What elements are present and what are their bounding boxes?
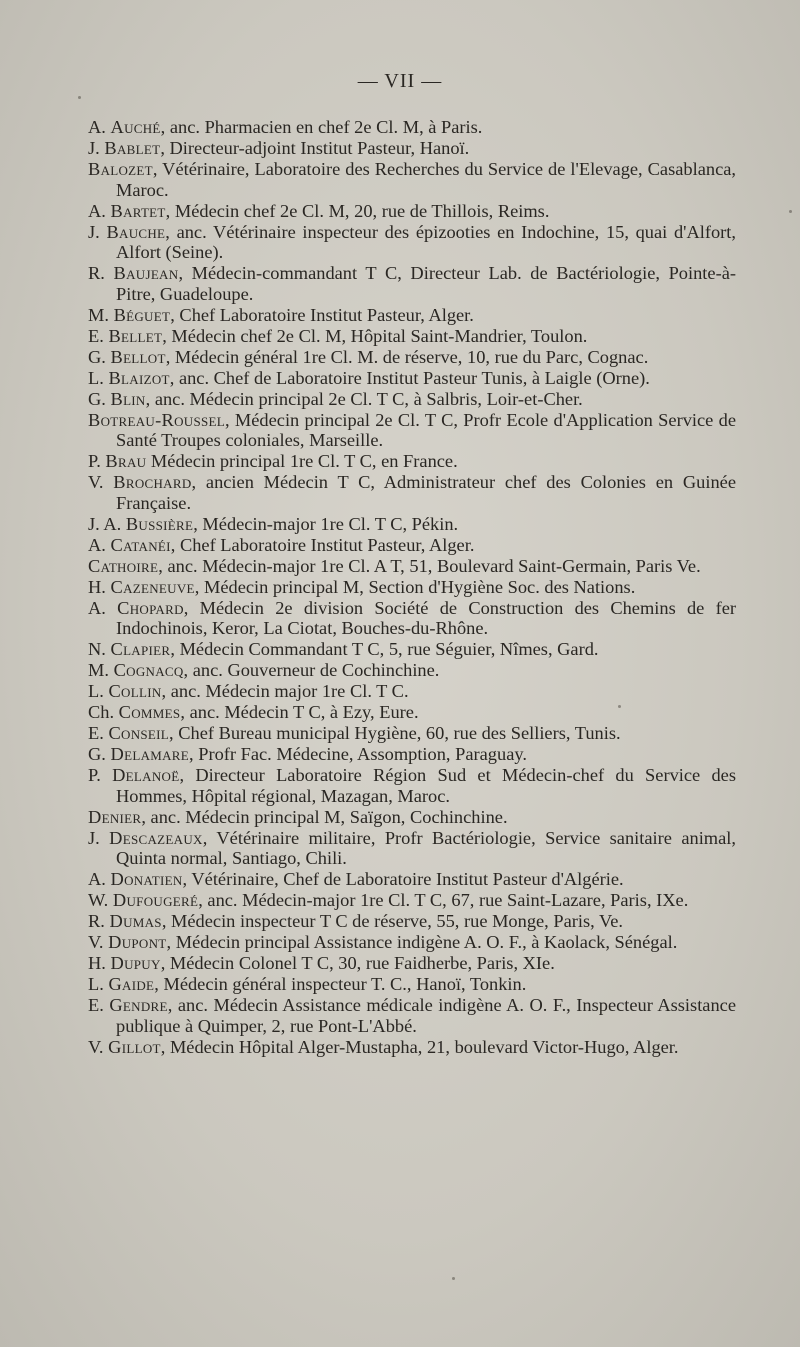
paper-speck: [789, 210, 792, 213]
paper-speck: [452, 1277, 455, 1280]
member-details: , Chef Laboratoire Institut Pasteur, Alger.: [170, 534, 475, 555]
member-details: , ancien Médecin T C, Administrateur chef des Colonies en Guinée Française.: [116, 472, 736, 513]
member-initial: V.: [88, 472, 104, 493]
member-name: Baujean: [113, 263, 179, 284]
list-item: [88, 1037, 736, 1058]
member-name: Blaizot: [108, 367, 170, 388]
list-item: [88, 201, 736, 222]
member-details: , Médecin chef 2e Cl. M, 20, rue de Thillois, Reims.: [165, 200, 550, 221]
member-name: Cathoire: [88, 555, 159, 576]
list-item: [88, 535, 736, 556]
member-name: Gendre: [109, 995, 168, 1016]
member-initial: V.: [88, 1036, 104, 1057]
member-details: , Médecin-commandant T C, Directeur Lab. de Bactériologie, Pointe-à-Pitre, Guadeloupe.: [116, 263, 736, 304]
member-name: Bauche: [106, 221, 166, 242]
member-details: , Médecin général inspecteur T. C., Hanoï, Tonkin.: [154, 974, 527, 995]
member-initial: P.: [88, 765, 101, 786]
member-initial: A.: [88, 200, 106, 221]
list-item: [88, 995, 736, 1036]
list-item: [88, 389, 736, 410]
member-name: Collin: [108, 681, 162, 702]
member-initial: J.: [88, 827, 100, 848]
member-name: Béguet: [113, 304, 171, 325]
member-initial: H.: [88, 953, 106, 974]
member-name: Cazeneuve: [110, 576, 195, 597]
member-name: Bellot: [110, 346, 166, 367]
list-item: [88, 410, 736, 451]
list-item: [88, 263, 736, 304]
list-item: [88, 159, 736, 200]
list-item: [88, 472, 736, 513]
list-item: [88, 138, 736, 159]
member-details: , anc. Médecin-major 1re Cl. A T, 51, Boulevard Saint-Germain, Paris Ve.: [158, 555, 701, 576]
list-item: [88, 932, 736, 953]
member-name: Brochard: [113, 472, 192, 493]
list-item: [88, 514, 736, 535]
member-details: , anc. Médecin principal M, Saïgon, Cochinchine.: [141, 806, 508, 827]
member-name: Denier: [88, 806, 142, 827]
member-initial: J. A.: [88, 513, 122, 534]
member-name: Cognacq: [113, 660, 184, 681]
member-initial: L.: [88, 974, 104, 995]
list-item: [88, 974, 736, 995]
member-name: Gillot: [108, 1036, 161, 1057]
list-item: [88, 660, 736, 681]
list-item: [88, 869, 736, 890]
member-initial: E.: [88, 723, 104, 744]
member-details: , Vétérinaire, Chef de Laboratoire Institut Pasteur d'Algérie.: [182, 869, 624, 890]
member-details: , Médecin général 1re Cl. M. de réserve, 10, rue du Parc, Cognac.: [165, 346, 649, 367]
list-item: [88, 222, 736, 263]
member-details: , Directeur-adjoint Institut Pasteur, Hanoï.: [160, 137, 470, 158]
member-details: , Directeur Laboratoire Région Sud et Médecin-chef du Service des Hommes, Hôpital régional, Mazagan, Maroc.: [116, 765, 737, 806]
member-initial: E.: [88, 325, 104, 346]
member-initial: G.: [88, 388, 106, 409]
member-details: , Profr Fac. Médecine, Assomption, Paraguay.: [189, 744, 527, 765]
list-item: [88, 807, 736, 828]
member-name: Bablet: [104, 137, 161, 158]
member-details: Médecin principal 1re Cl. T C, en France.: [146, 451, 458, 472]
member-name: Donatien: [110, 869, 183, 890]
member-initial: A.: [88, 534, 106, 555]
member-name: Delamare: [110, 744, 190, 765]
list-item: [88, 451, 736, 472]
member-name: Catanéi: [110, 534, 171, 555]
member-details: , Vétérinaire, Laboratoire des Recherches du Service de l'Elevage, Casablanca, Maroc.: [116, 158, 736, 200]
member-initial: G.: [88, 744, 106, 765]
member-name: Chopard: [117, 597, 184, 618]
member-name: Balozet: [88, 158, 153, 179]
member-initial: N.: [88, 639, 106, 660]
member-initial: M.: [88, 304, 109, 325]
member-details: , anc. Médecin-major 1re Cl. T C, 67, rue Saint-Lazare, Paris, IXe.: [198, 890, 689, 911]
paper-speck: [78, 96, 81, 99]
member-initial: J.: [88, 221, 100, 242]
list-item: [88, 347, 736, 368]
page-number: — VII —: [357, 70, 443, 92]
member-details: , Médecin principal M, Section d'Hygiène Soc. des Nations.: [194, 576, 636, 597]
member-initial: L.: [88, 681, 104, 702]
list-item: [88, 723, 736, 744]
member-initial: R.: [88, 911, 105, 932]
member-name: Dupuy: [110, 953, 161, 974]
member-details: , Vétérinaire militaire, Profr Bactériologie, Service sanitaire animal, Quinta normal, Santiago, Chili.: [116, 827, 736, 869]
member-details: , Médecin inspecteur T C de réserve, 55, rue Monge, Paris, Ve.: [161, 911, 624, 932]
list-item: [88, 681, 736, 702]
member-initial: E.: [88, 995, 104, 1016]
member-details: , anc. Médecin T C, à Ezy, Eure.: [180, 702, 419, 723]
list-item: [88, 305, 736, 326]
member-name: Conseil: [108, 723, 170, 744]
paper-speck: [618, 705, 621, 708]
member-details: , Chef Laboratoire Institut Pasteur, Alger.: [170, 304, 474, 325]
member-details: , anc. Gouverneur de Cochinchine.: [183, 660, 440, 681]
member-initial: A.: [88, 869, 106, 890]
member-details: , Médecin Commandant T C, 5, rue Séguier, Nîmes, Gard.: [170, 639, 599, 660]
list-item: [88, 117, 736, 138]
member-name: Dufougeré: [112, 890, 199, 911]
member-initial: H.: [88, 576, 106, 597]
member-initial: G.: [88, 346, 106, 367]
member-name: Delanoë: [112, 765, 180, 786]
member-details: , Médecin Colonel T C, 30, rue Faidherbe, Paris, XIe.: [160, 953, 555, 974]
list-item: [88, 744, 736, 765]
list-item: [88, 702, 736, 723]
member-details: , anc. Médecin Assistance médicale indigène A. O. F., Inspecteur Assistance publique à Quimper, 2, rue Pont-L'Abbé.: [116, 995, 736, 1036]
member-details: , anc. Pharmacien en chef 2e Cl. M, à Paris.: [160, 117, 483, 137]
member-name: Blin: [110, 388, 146, 409]
member-name: Gaide: [108, 974, 155, 995]
member-initial: L.: [88, 367, 104, 388]
member-initial: A.: [88, 597, 106, 618]
member-details: , Chef Bureau municipal Hygiène, 60, rue des Selliers, Tunis.: [169, 723, 621, 744]
member-name: Bartet: [110, 200, 166, 221]
list-item: [88, 326, 736, 347]
member-details: , Médecin principal 2e Cl. T C, Profr Ecole d'Application Service de Santé Troupes coloniales, Marseille.: [116, 409, 736, 451]
list-item: [88, 765, 736, 806]
member-name: Commes: [118, 702, 181, 723]
member-details: , Médecin 2e division Société de Construction des Chemins de fer Indochinois, Keror, La Ciotat, Bouches-du-Rhône.: [116, 597, 736, 639]
member-initial: V.: [88, 932, 104, 953]
member-name: Bussière: [125, 513, 194, 534]
member-details: , Médecin-major 1re Cl. T C, Pékin.: [193, 513, 459, 534]
member-name: Botreau-Roussel: [88, 409, 225, 430]
member-initial: P.: [88, 451, 101, 472]
member-details: , Médecin principal Assistance indigène A. O. F., à Kaolack, Sénégal.: [166, 932, 678, 953]
list-item: [88, 598, 736, 639]
member-initial: R.: [88, 263, 105, 284]
member-initial: W.: [88, 890, 109, 911]
list-item: [88, 577, 736, 598]
member-name: Descazeaux: [109, 827, 203, 848]
member-details: , anc. Chef de Laboratoire Institut Pasteur Tunis, à Laigle (Orne).: [169, 367, 650, 388]
member-details: , anc. Médecin major 1re Cl. T C.: [161, 681, 409, 702]
list-item: [88, 639, 736, 660]
member-initial: A.: [88, 117, 106, 137]
member-initial: J.: [88, 137, 100, 158]
list-item: [88, 556, 736, 577]
list-item: [88, 368, 736, 389]
list-item: [88, 911, 736, 932]
list-item: [88, 953, 736, 974]
member-details: , anc. Vétérinaire inspecteur des épizooties en Indochine, 15, quai d'Alfort, Alfort (Seine).: [116, 221, 736, 263]
member-details: , Médecin Hôpital Alger-Mustapha, 21, boulevard Victor-Hugo, Alger.: [160, 1036, 679, 1057]
member-details: , Médecin chef 2e Cl. M, Hôpital Saint-Mandrier, Toulon.: [162, 325, 588, 346]
member-name: Dumas: [109, 911, 162, 932]
member-name: Dupont: [108, 932, 167, 953]
member-name: Bellet: [108, 325, 163, 346]
member-name: Clapier: [110, 639, 171, 660]
member-details: , anc. Médecin principal 2e Cl. T C, à Salbris, Loir-et-Cher.: [145, 388, 583, 409]
member-initial: Ch.: [88, 702, 115, 723]
member-name: Auché: [110, 117, 161, 137]
member-initial: M.: [88, 660, 109, 681]
member-list: [88, 117, 736, 1058]
list-item: [88, 828, 736, 869]
list-item: [88, 890, 736, 911]
member-name: Brau: [105, 451, 147, 472]
